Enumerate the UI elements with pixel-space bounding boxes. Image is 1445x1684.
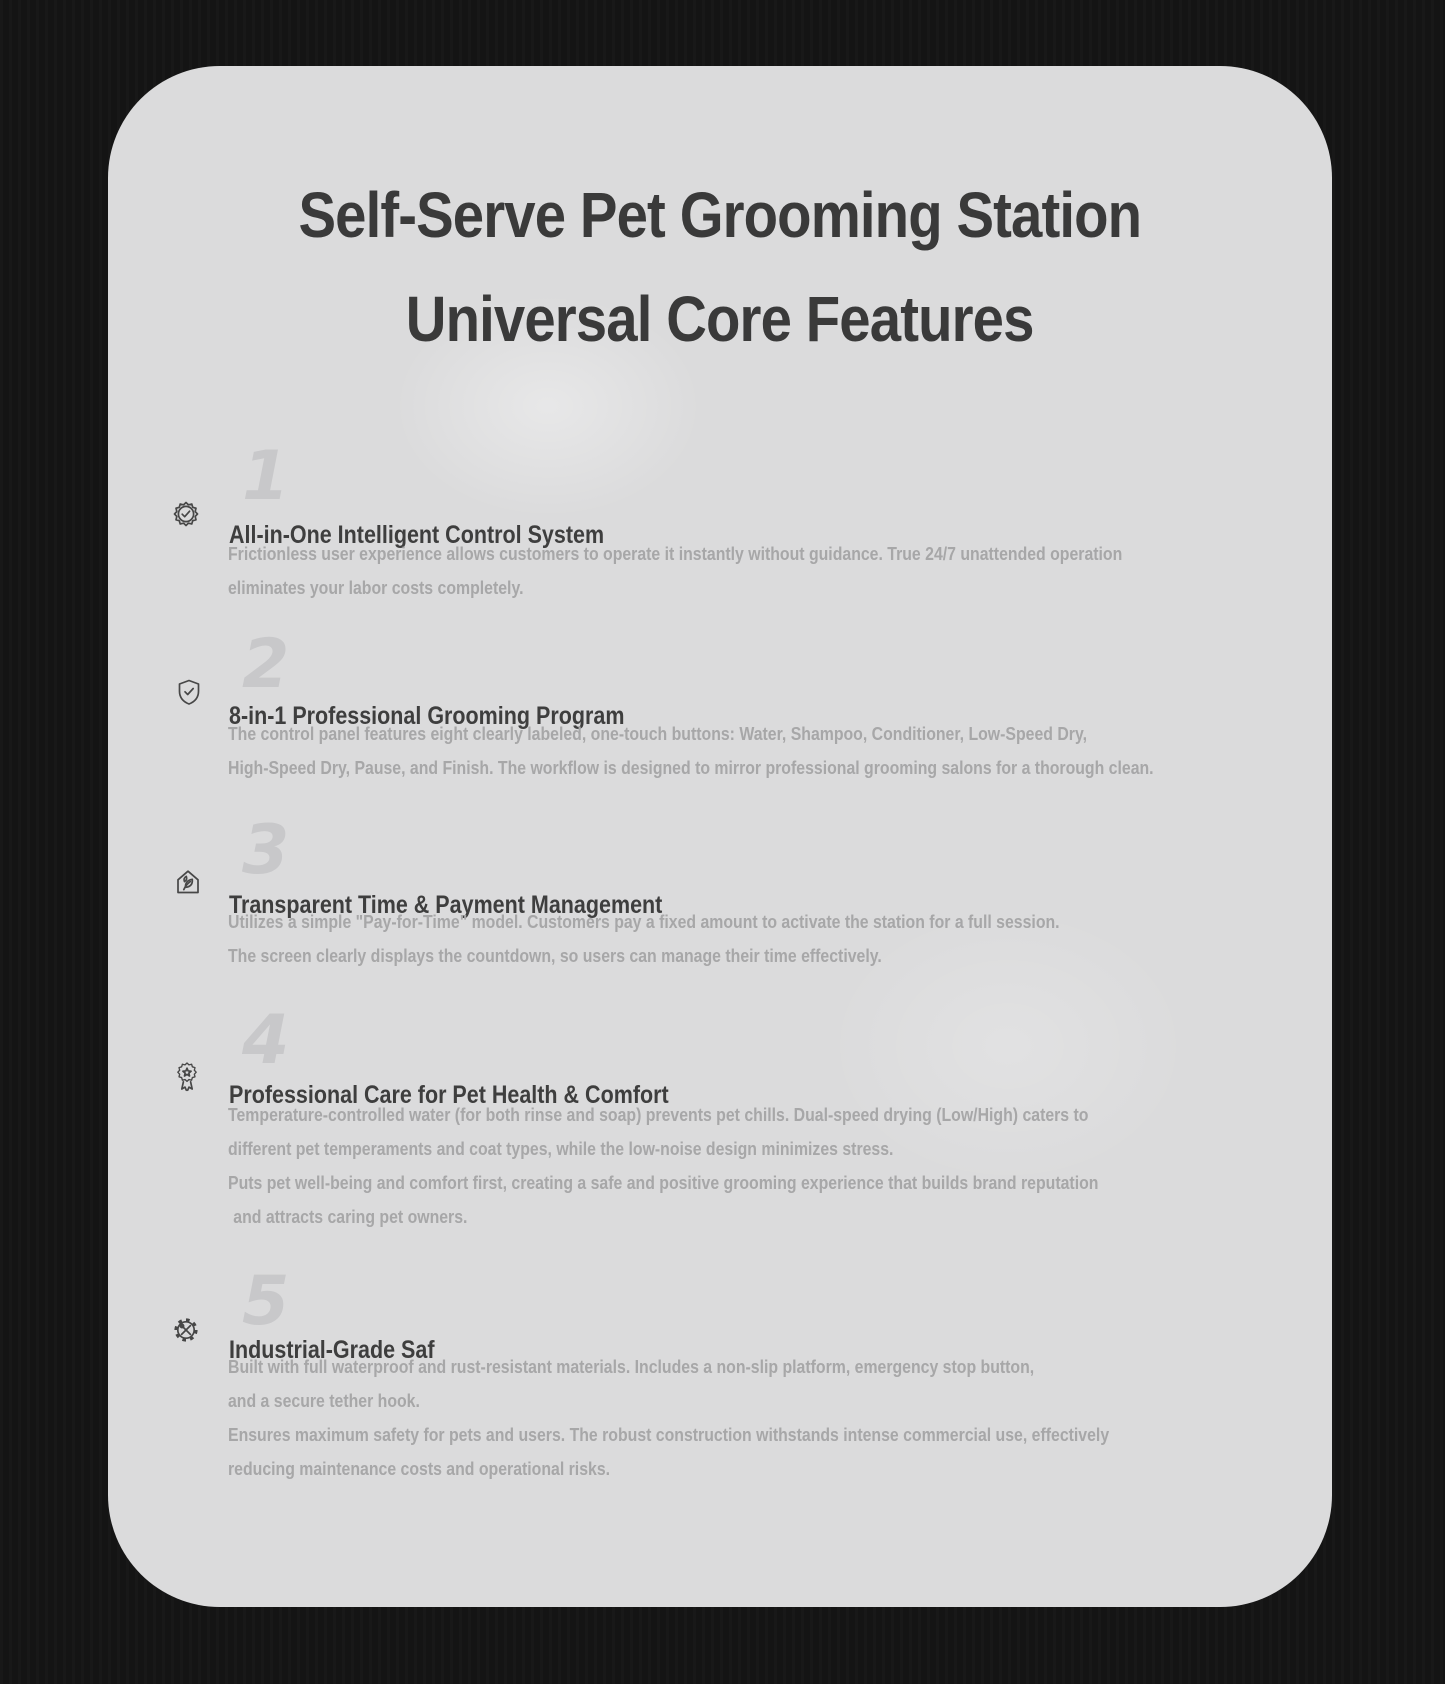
body-line: The control panel features eight clearly labeled, one-touch buttons: Water, Shampoo, Conditioner, Low-Speed Dry, bbox=[228, 724, 1087, 744]
feature-number: 2 bbox=[242, 625, 290, 704]
page-title bbox=[108, 163, 1332, 371]
body-line: and attracts caring pet owners. bbox=[233, 1207, 468, 1227]
award-medal-icon bbox=[171, 1059, 203, 1093]
body-line: Utilizes a simple "Pay-for-Time" model. Customers pay a fixed amount to activate the station for a full session. bbox=[228, 912, 1060, 932]
feature-heading: 8-in-1 Professional Grooming Program bbox=[229, 701, 625, 730]
title-line-2: Universal Core Features bbox=[406, 283, 1034, 355]
body-line: eliminates your labor costs completely. bbox=[228, 578, 524, 598]
body-line: Temperature-controlled water (for both rinse and soap) prevents pet chills. Dual-speed drying (Low/High) caters to bbox=[228, 1105, 1089, 1125]
badge-check-icon bbox=[170, 498, 202, 530]
body-line: Frictionless user experience allows customers to operate it instantly without guidance. True 24/7 unattended operation bbox=[228, 544, 1123, 564]
body-line: Built with full waterproof and rust-resistant materials. Includes a non-slip platform, emergency stop button, bbox=[228, 1357, 1035, 1377]
feature-heading: Transparent Time & Payment Management bbox=[229, 890, 663, 919]
body-line: and a secure tether hook. bbox=[228, 1391, 420, 1411]
feature-body bbox=[228, 537, 1249, 605]
feature-body bbox=[228, 905, 1249, 973]
body-line: Ensures maximum safety for pets and users. The robust construction withstands intense commercial use, effectively bbox=[228, 1425, 1110, 1445]
feature-number: 4 bbox=[242, 1001, 290, 1080]
body-line: different pet temperaments and coat types, while the low-noise design minimizes stress. bbox=[228, 1139, 894, 1159]
feature-heading: All-in-One Intelligent Control System bbox=[229, 520, 605, 549]
feature-body bbox=[228, 1350, 1249, 1486]
shield-check-icon bbox=[173, 676, 205, 708]
feature-number: 3 bbox=[242, 811, 290, 890]
feature-heading: Professional Care for Pet Health & Comfort bbox=[229, 1080, 669, 1109]
body-line: reducing maintenance costs and operational risks. bbox=[228, 1459, 611, 1479]
feature-heading: Industrial-Grade Saf bbox=[229, 1335, 435, 1364]
body-line: Puts pet well-being and comfort first, creating a safe and positive grooming experience that builds brand reputation bbox=[228, 1173, 1099, 1193]
feature-number: 1 bbox=[242, 437, 290, 516]
body-line: High-Speed Dry, Pause, and Finish. The workflow is designed to mirror professional grooming salons for a thorough clean. bbox=[228, 758, 1154, 778]
eco-home-icon bbox=[172, 866, 204, 898]
feature-number: 5 bbox=[242, 1262, 290, 1341]
feature-body bbox=[228, 1098, 1249, 1234]
feature-body bbox=[228, 717, 1249, 785]
body-line: The screen clearly displays the countdown, so users can manage their time effectively. bbox=[228, 946, 882, 966]
title-line-1: Self-Serve Pet Grooming Station bbox=[298, 179, 1142, 251]
gear-tools-icon bbox=[170, 1314, 202, 1346]
